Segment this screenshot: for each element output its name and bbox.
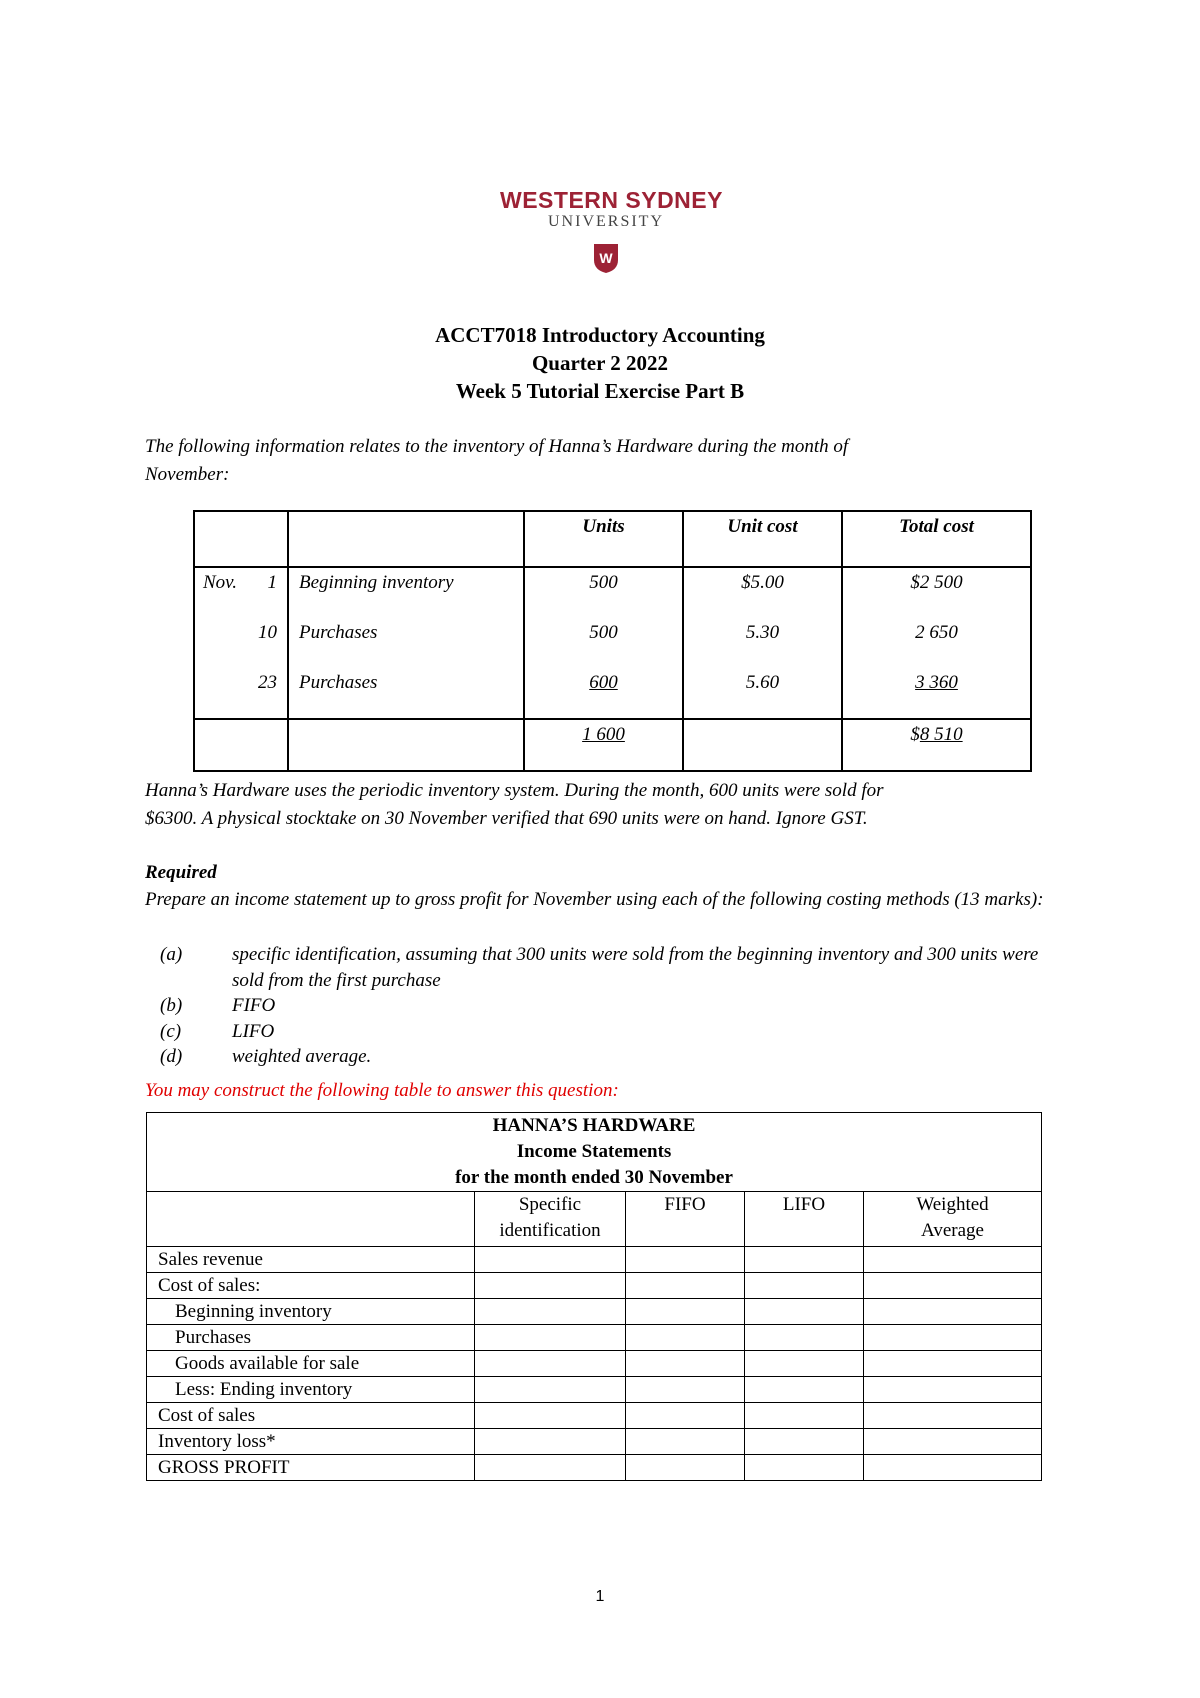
answer-cell xyxy=(745,1351,864,1377)
list-item xyxy=(160,942,1067,993)
system-paragraph xyxy=(145,777,1065,833)
income-header-row xyxy=(147,1192,1042,1247)
answer-cell xyxy=(475,1403,626,1429)
table-row xyxy=(147,1403,1042,1429)
income-title-row xyxy=(147,1113,1042,1192)
answer-cell xyxy=(864,1247,1042,1273)
total-empty-cell xyxy=(288,719,524,771)
header-empty-cell xyxy=(147,1192,475,1247)
date-line: 10 xyxy=(258,622,277,643)
units-cell: 600 xyxy=(589,672,618,693)
answer-cell xyxy=(745,1273,864,1299)
units-cell: 500 xyxy=(589,622,618,643)
course-title: ACCT7018 Introductory Accounting xyxy=(435,323,765,347)
answer-cell xyxy=(626,1429,745,1455)
header-weighted-average xyxy=(864,1192,1042,1247)
header-specific-identification xyxy=(475,1192,626,1247)
income-title-cell xyxy=(147,1113,1042,1192)
answer-cell xyxy=(475,1351,626,1377)
table-row xyxy=(147,1455,1042,1481)
required-heading: Required xyxy=(145,862,217,883)
list-item-label: (d) xyxy=(160,1046,183,1067)
answer-cell xyxy=(745,1377,864,1403)
answer-cell xyxy=(475,1429,626,1455)
header-lifo: LIFO xyxy=(745,1192,864,1247)
unit-cost-column xyxy=(683,567,842,719)
units-column xyxy=(524,567,683,719)
row-label: Inventory loss* xyxy=(147,1429,475,1455)
header-fifo: FIFO xyxy=(626,1192,745,1247)
answer-cell xyxy=(475,1325,626,1351)
total-empty-cell xyxy=(683,719,842,771)
answer-cell xyxy=(864,1377,1042,1403)
answer-cell xyxy=(745,1429,864,1455)
answer-cell xyxy=(864,1299,1042,1325)
unit-cost-cell: $5.00 xyxy=(741,572,784,593)
row-label: Sales revenue xyxy=(147,1247,475,1273)
answer-cell xyxy=(864,1351,1042,1377)
header-units: Units xyxy=(524,511,683,567)
header-text: identification xyxy=(499,1220,601,1241)
list-item-text: weighted average. xyxy=(232,1046,372,1067)
row-label: Less: Ending inventory xyxy=(147,1377,475,1403)
instruction-note: You may construct the following table to answer this question: xyxy=(145,1080,619,1101)
list-item xyxy=(160,1044,1067,1070)
answer-cell xyxy=(626,1351,745,1377)
units-cell: 500 xyxy=(589,572,618,593)
date-column xyxy=(194,567,288,719)
row-label: GROSS PROFIT xyxy=(147,1455,475,1481)
inventory-total-row xyxy=(194,719,1031,771)
inventory-header-row xyxy=(194,511,1031,567)
list-item-label: (c) xyxy=(160,1020,182,1042)
table-row xyxy=(147,1377,1042,1403)
table-row xyxy=(147,1247,1042,1273)
total-cost-prefix: $ xyxy=(910,724,920,745)
list-item xyxy=(160,993,1067,1019)
description-cell: Purchases xyxy=(299,672,378,693)
total-units-cell xyxy=(524,719,683,771)
answer-cell xyxy=(864,1273,1042,1299)
answer-cell xyxy=(626,1247,745,1273)
date-line: 23 xyxy=(258,672,277,693)
table-row xyxy=(147,1429,1042,1455)
system-line-1: Hanna’s Hardware uses the periodic inventory system. During the month, 600 units were sold for xyxy=(145,780,884,801)
answer-cell xyxy=(475,1455,626,1481)
unit-cost-cell: 5.30 xyxy=(745,622,780,643)
logo-subtitle: UNIVERSITY xyxy=(548,213,664,230)
table-row xyxy=(147,1351,1042,1377)
shield-letter: W xyxy=(599,250,613,266)
shield-icon xyxy=(593,243,619,274)
table-row xyxy=(147,1325,1042,1351)
total-units: 1 600 xyxy=(582,724,625,745)
row-label: Beginning inventory xyxy=(147,1299,475,1325)
answer-cell xyxy=(864,1325,1042,1351)
row-label: Purchases xyxy=(147,1325,475,1351)
week-title: Week 5 Tutorial Exercise Part B xyxy=(455,379,745,403)
total-cost-cell: $2 500 xyxy=(910,572,963,593)
row-label: Cost of sales xyxy=(147,1403,475,1429)
list-item-text: specific identification, assuming that 300 units were sold from the beginning inventory and 300 units were sold from the first purchase xyxy=(232,944,1039,991)
row-label: Goods available for sale xyxy=(147,1351,475,1377)
date-line: Nov. 1 xyxy=(203,572,277,593)
answer-cell xyxy=(864,1455,1042,1481)
header-text: Specific xyxy=(518,1194,582,1215)
system-line-2: $6300. A physical stocktake on 30 November verified that 690 units were on hand. Ignore GST. xyxy=(145,808,868,829)
answer-cell xyxy=(626,1273,745,1299)
header-text: Weighted xyxy=(916,1194,989,1215)
header-total-cost: Total cost xyxy=(842,511,1031,567)
total-cost-column xyxy=(842,567,1031,719)
answer-cell xyxy=(745,1247,864,1273)
answer-cell xyxy=(745,1455,864,1481)
header-empty-cell xyxy=(288,511,524,567)
inventory-table xyxy=(193,510,1032,772)
statement-period: for the month ended 30 November xyxy=(455,1167,733,1188)
university-logo xyxy=(500,187,723,274)
answer-cell xyxy=(864,1429,1042,1455)
answer-cell xyxy=(626,1325,745,1351)
inventory-body-row xyxy=(194,567,1031,719)
total-cost-value: 8 510 xyxy=(919,724,963,745)
total-empty-cell xyxy=(194,719,288,771)
list-item xyxy=(160,1019,1067,1045)
answer-cell xyxy=(475,1247,626,1273)
list-item-label: (b) xyxy=(160,995,183,1016)
list-item-label: (a) xyxy=(160,944,183,965)
header-empty-cell xyxy=(194,511,288,567)
list-item-text: FIFO xyxy=(232,995,276,1016)
required-text: Prepare an income statement up to gross profit for November using each of the following costing methods (13 marks): xyxy=(145,889,1044,910)
answer-cell xyxy=(475,1273,626,1299)
description-cell: Beginning inventory xyxy=(299,572,454,593)
total-cost-cell: 3 360 xyxy=(915,672,958,693)
table-row xyxy=(147,1273,1042,1299)
answer-cell xyxy=(745,1299,864,1325)
answer-cell xyxy=(626,1455,745,1481)
answer-cell xyxy=(626,1299,745,1325)
total-cost-cell: 2 650 xyxy=(915,622,958,643)
unit-cost-cell: 5.60 xyxy=(745,672,780,693)
description-column xyxy=(288,567,524,719)
company-name: HANNA’S HARDWARE xyxy=(492,1115,696,1136)
description-cell: Purchases xyxy=(299,622,378,643)
quarter-title: Quarter 2 2022 xyxy=(531,351,669,375)
logo-wordmark: WESTERN SYDNEY xyxy=(500,187,723,213)
table-row xyxy=(147,1299,1042,1325)
header-text: Average xyxy=(921,1220,984,1241)
income-statement-table xyxy=(146,1112,1042,1481)
intro-line-1: The following information relates to the inventory of Hanna’s Hardware during the month of xyxy=(145,436,849,457)
answer-cell xyxy=(475,1299,626,1325)
header-unit-cost: Unit cost xyxy=(683,511,842,567)
page-number: 1 xyxy=(595,1588,605,1605)
statement-name: Income Statements xyxy=(516,1141,672,1162)
row-label: Cost of sales: xyxy=(147,1273,475,1299)
total-cost-total-cell xyxy=(842,719,1031,771)
answer-cell xyxy=(864,1403,1042,1429)
methods-list xyxy=(160,942,1067,1070)
intro-line-2: November: xyxy=(145,464,230,485)
answer-cell xyxy=(626,1377,745,1403)
intro-paragraph xyxy=(145,433,1065,489)
answer-cell xyxy=(745,1325,864,1351)
answer-cell xyxy=(745,1403,864,1429)
list-item-text: LIFO xyxy=(232,1020,275,1042)
answer-cell xyxy=(475,1377,626,1403)
answer-cell xyxy=(626,1403,745,1429)
